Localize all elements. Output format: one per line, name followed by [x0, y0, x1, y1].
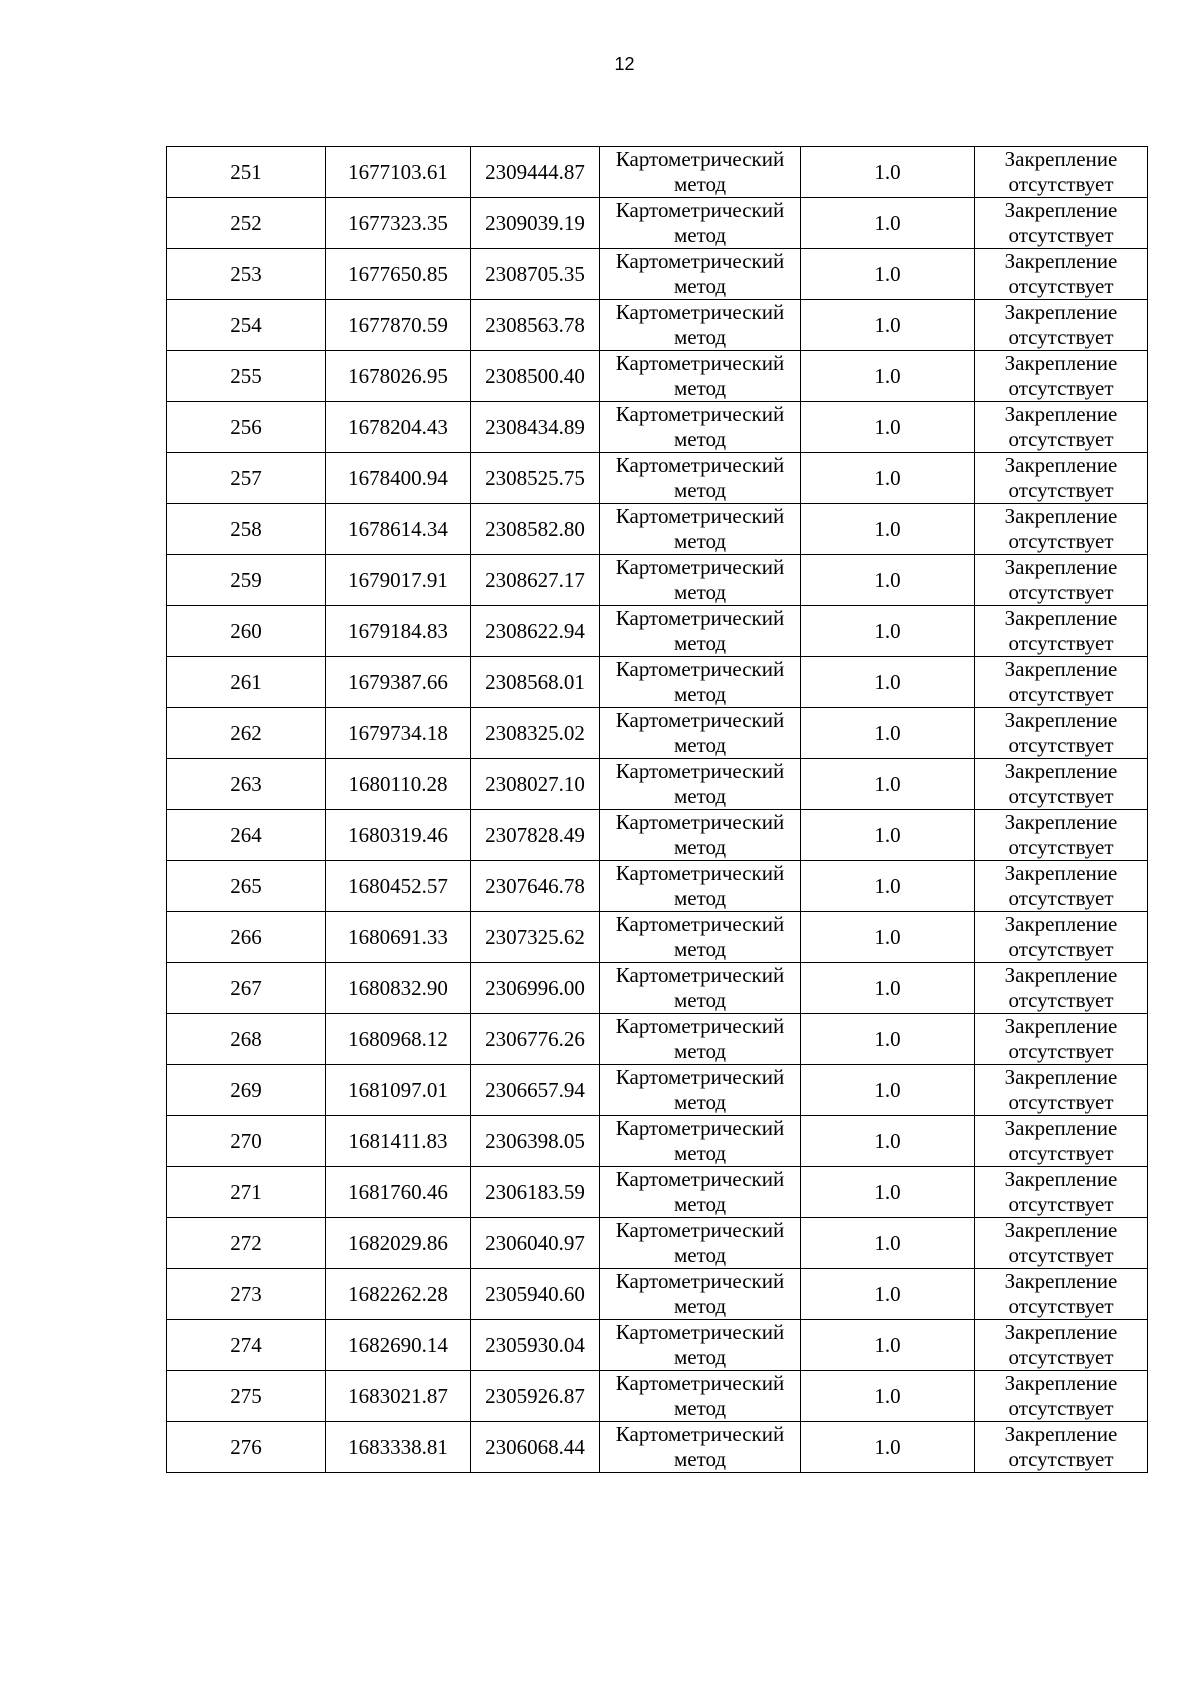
accuracy-cell: 1.0 [801, 1014, 975, 1065]
method-cell: Картометрический метод [600, 555, 801, 606]
x-coordinate-cell: 1677650.85 [326, 249, 471, 300]
fixing-cell: Закрепление отсутствует [975, 147, 1148, 198]
x-coordinate-cell: 1680452.57 [326, 861, 471, 912]
point-number-cell: 271 [167, 1167, 326, 1218]
accuracy-cell: 1.0 [801, 912, 975, 963]
accuracy-cell: 1.0 [801, 1269, 975, 1320]
point-number-cell: 253 [167, 249, 326, 300]
point-number-cell: 252 [167, 198, 326, 249]
fixing-cell: Закрепление отсутствует [975, 402, 1148, 453]
y-coordinate-cell: 2306068.44 [471, 1422, 600, 1473]
x-coordinate-cell: 1679017.91 [326, 555, 471, 606]
fixing-cell: Закрепление отсутствует [975, 249, 1148, 300]
page-number: 12 [614, 54, 635, 74]
y-coordinate-cell: 2307646.78 [471, 861, 600, 912]
y-coordinate-cell: 2308705.35 [471, 249, 600, 300]
point-number-cell: 264 [167, 810, 326, 861]
y-coordinate-cell: 2308027.10 [471, 759, 600, 810]
y-coordinate-cell: 2306996.00 [471, 963, 600, 1014]
fixing-cell: Закрепление отсутствует [975, 759, 1148, 810]
y-coordinate-cell: 2307828.49 [471, 810, 600, 861]
table-row [167, 147, 1148, 198]
fixing-cell: Закрепление отсутствует [975, 1320, 1148, 1371]
accuracy-cell: 1.0 [801, 1371, 975, 1422]
method-cell: Картометрический метод [600, 1371, 801, 1422]
point-number-cell: 265 [167, 861, 326, 912]
fixing-cell: Закрепление отсутствует [975, 300, 1148, 351]
table-row [167, 1422, 1148, 1473]
table-row [167, 1320, 1148, 1371]
table-row [167, 1269, 1148, 1320]
x-coordinate-cell: 1678400.94 [326, 453, 471, 504]
point-number-cell: 270 [167, 1116, 326, 1167]
method-cell: Картометрический метод [600, 861, 801, 912]
point-number-cell: 273 [167, 1269, 326, 1320]
method-cell: Картометрический метод [600, 1116, 801, 1167]
table-row [167, 555, 1148, 606]
method-cell: Картометрический метод [600, 300, 801, 351]
point-number-cell: 263 [167, 759, 326, 810]
point-number-cell: 266 [167, 912, 326, 963]
coordinates-table [166, 146, 1148, 1473]
fixing-cell: Закрепление отсутствует [975, 198, 1148, 249]
y-coordinate-cell: 2309444.87 [471, 147, 600, 198]
y-coordinate-cell: 2305940.60 [471, 1269, 600, 1320]
y-coordinate-cell: 2306183.59 [471, 1167, 600, 1218]
table-row [167, 810, 1148, 861]
accuracy-cell: 1.0 [801, 198, 975, 249]
table-row [167, 453, 1148, 504]
y-coordinate-cell: 2308622.94 [471, 606, 600, 657]
fixing-cell: Закрепление отсутствует [975, 1065, 1148, 1116]
table-row [167, 1167, 1148, 1218]
method-cell: Картометрический метод [600, 810, 801, 861]
y-coordinate-cell: 2308500.40 [471, 351, 600, 402]
table-row [167, 1371, 1148, 1422]
x-coordinate-cell: 1680691.33 [326, 912, 471, 963]
method-cell: Картометрический метод [600, 351, 801, 402]
x-coordinate-cell: 1679387.66 [326, 657, 471, 708]
x-coordinate-cell: 1682690.14 [326, 1320, 471, 1371]
table-row [167, 198, 1148, 249]
y-coordinate-cell: 2308563.78 [471, 300, 600, 351]
table-row [167, 249, 1148, 300]
table-row [167, 504, 1148, 555]
accuracy-cell: 1.0 [801, 810, 975, 861]
x-coordinate-cell: 1678204.43 [326, 402, 471, 453]
x-coordinate-cell: 1680110.28 [326, 759, 471, 810]
accuracy-cell: 1.0 [801, 453, 975, 504]
point-number-cell: 256 [167, 402, 326, 453]
fixing-cell: Закрепление отсутствует [975, 555, 1148, 606]
method-cell: Картометрический метод [600, 912, 801, 963]
method-cell: Картометрический метод [600, 963, 801, 1014]
y-coordinate-cell: 2308525.75 [471, 453, 600, 504]
method-cell: Картометрический метод [600, 198, 801, 249]
accuracy-cell: 1.0 [801, 1320, 975, 1371]
fixing-cell: Закрепление отсутствует [975, 351, 1148, 402]
point-number-cell: 276 [167, 1422, 326, 1473]
table-row [167, 861, 1148, 912]
x-coordinate-cell: 1680832.90 [326, 963, 471, 1014]
fixing-cell: Закрепление отсутствует [975, 861, 1148, 912]
x-coordinate-cell: 1683021.87 [326, 1371, 471, 1422]
method-cell: Картометрический метод [600, 1218, 801, 1269]
method-cell: Картометрический метод [600, 402, 801, 453]
method-cell: Картометрический метод [600, 249, 801, 300]
method-cell: Картометрический метод [600, 1014, 801, 1065]
table-row [167, 1065, 1148, 1116]
method-cell: Картометрический метод [600, 1269, 801, 1320]
point-number-cell: 269 [167, 1065, 326, 1116]
point-number-cell: 257 [167, 453, 326, 504]
method-cell: Картометрический метод [600, 759, 801, 810]
method-cell: Картометрический метод [600, 147, 801, 198]
point-number-cell: 268 [167, 1014, 326, 1065]
table-row [167, 1218, 1148, 1269]
table-row [167, 402, 1148, 453]
fixing-cell: Закрепление отсутствует [975, 1422, 1148, 1473]
point-number-cell: 259 [167, 555, 326, 606]
x-coordinate-cell: 1681411.83 [326, 1116, 471, 1167]
x-coordinate-cell: 1677870.59 [326, 300, 471, 351]
fixing-cell: Закрепление отсутствует [975, 504, 1148, 555]
accuracy-cell: 1.0 [801, 606, 975, 657]
method-cell: Картометрический метод [600, 657, 801, 708]
y-coordinate-cell: 2308627.17 [471, 555, 600, 606]
y-coordinate-cell: 2308325.02 [471, 708, 600, 759]
fixing-cell: Закрепление отсутствует [975, 453, 1148, 504]
x-coordinate-cell: 1680968.12 [326, 1014, 471, 1065]
fixing-cell: Закрепление отсутствует [975, 708, 1148, 759]
x-coordinate-cell: 1678614.34 [326, 504, 471, 555]
x-coordinate-cell: 1680319.46 [326, 810, 471, 861]
accuracy-cell: 1.0 [801, 708, 975, 759]
method-cell: Картометрический метод [600, 453, 801, 504]
x-coordinate-cell: 1683338.81 [326, 1422, 471, 1473]
x-coordinate-cell: 1679184.83 [326, 606, 471, 657]
method-cell: Картометрический метод [600, 504, 801, 555]
fixing-cell: Закрепление отсутствует [975, 657, 1148, 708]
point-number-cell: 267 [167, 963, 326, 1014]
table-row [167, 300, 1148, 351]
accuracy-cell: 1.0 [801, 759, 975, 810]
coordinates-table-body [167, 147, 1148, 1473]
y-coordinate-cell: 2309039.19 [471, 198, 600, 249]
accuracy-cell: 1.0 [801, 861, 975, 912]
point-number-cell: 272 [167, 1218, 326, 1269]
x-coordinate-cell: 1679734.18 [326, 708, 471, 759]
method-cell: Картометрический метод [600, 1320, 801, 1371]
point-number-cell: 261 [167, 657, 326, 708]
accuracy-cell: 1.0 [801, 963, 975, 1014]
fixing-cell: Закрепление отсутствует [975, 810, 1148, 861]
table-row [167, 708, 1148, 759]
point-number-cell: 275 [167, 1371, 326, 1422]
point-number-cell: 254 [167, 300, 326, 351]
table-row [167, 351, 1148, 402]
y-coordinate-cell: 2308434.89 [471, 402, 600, 453]
y-coordinate-cell: 2305926.87 [471, 1371, 600, 1422]
accuracy-cell: 1.0 [801, 300, 975, 351]
accuracy-cell: 1.0 [801, 1167, 975, 1218]
accuracy-cell: 1.0 [801, 147, 975, 198]
point-number-cell: 255 [167, 351, 326, 402]
y-coordinate-cell: 2306040.97 [471, 1218, 600, 1269]
method-cell: Картометрический метод [600, 1065, 801, 1116]
x-coordinate-cell: 1678026.95 [326, 351, 471, 402]
accuracy-cell: 1.0 [801, 1422, 975, 1473]
fixing-cell: Закрепление отсутствует [975, 1218, 1148, 1269]
x-coordinate-cell: 1682029.86 [326, 1218, 471, 1269]
table-row [167, 1116, 1148, 1167]
y-coordinate-cell: 2306776.26 [471, 1014, 600, 1065]
fixing-cell: Закрепление отсутствует [975, 1116, 1148, 1167]
fixing-cell: Закрепление отсутствует [975, 1014, 1148, 1065]
accuracy-cell: 1.0 [801, 1218, 975, 1269]
point-number-cell: 274 [167, 1320, 326, 1371]
fixing-cell: Закрепление отсутствует [975, 606, 1148, 657]
table-row [167, 912, 1148, 963]
fixing-cell: Закрепление отсутствует [975, 963, 1148, 1014]
accuracy-cell: 1.0 [801, 657, 975, 708]
table-row [167, 1014, 1148, 1065]
method-cell: Картометрический метод [600, 1167, 801, 1218]
accuracy-cell: 1.0 [801, 249, 975, 300]
accuracy-cell: 1.0 [801, 504, 975, 555]
x-coordinate-cell: 1677103.61 [326, 147, 471, 198]
method-cell: Картометрический метод [600, 1422, 801, 1473]
point-number-cell: 251 [167, 147, 326, 198]
table-row [167, 657, 1148, 708]
method-cell: Картометрический метод [600, 606, 801, 657]
accuracy-cell: 1.0 [801, 1065, 975, 1116]
fixing-cell: Закрепление отсутствует [975, 1371, 1148, 1422]
accuracy-cell: 1.0 [801, 555, 975, 606]
y-coordinate-cell: 2308582.80 [471, 504, 600, 555]
point-number-cell: 258 [167, 504, 326, 555]
x-coordinate-cell: 1681760.46 [326, 1167, 471, 1218]
accuracy-cell: 1.0 [801, 402, 975, 453]
table-row [167, 963, 1148, 1014]
y-coordinate-cell: 2307325.62 [471, 912, 600, 963]
fixing-cell: Закрепление отсутствует [975, 1167, 1148, 1218]
fixing-cell: Закрепление отсутствует [975, 912, 1148, 963]
y-coordinate-cell: 2308568.01 [471, 657, 600, 708]
method-cell: Картометрический метод [600, 708, 801, 759]
x-coordinate-cell: 1682262.28 [326, 1269, 471, 1320]
y-coordinate-cell: 2306398.05 [471, 1116, 600, 1167]
y-coordinate-cell: 2305930.04 [471, 1320, 600, 1371]
table-row [167, 606, 1148, 657]
fixing-cell: Закрепление отсутствует [975, 1269, 1148, 1320]
accuracy-cell: 1.0 [801, 1116, 975, 1167]
x-coordinate-cell: 1681097.01 [326, 1065, 471, 1116]
point-number-cell: 260 [167, 606, 326, 657]
y-coordinate-cell: 2306657.94 [471, 1065, 600, 1116]
point-number-cell: 262 [167, 708, 326, 759]
table-row [167, 759, 1148, 810]
accuracy-cell: 1.0 [801, 351, 975, 402]
x-coordinate-cell: 1677323.35 [326, 198, 471, 249]
